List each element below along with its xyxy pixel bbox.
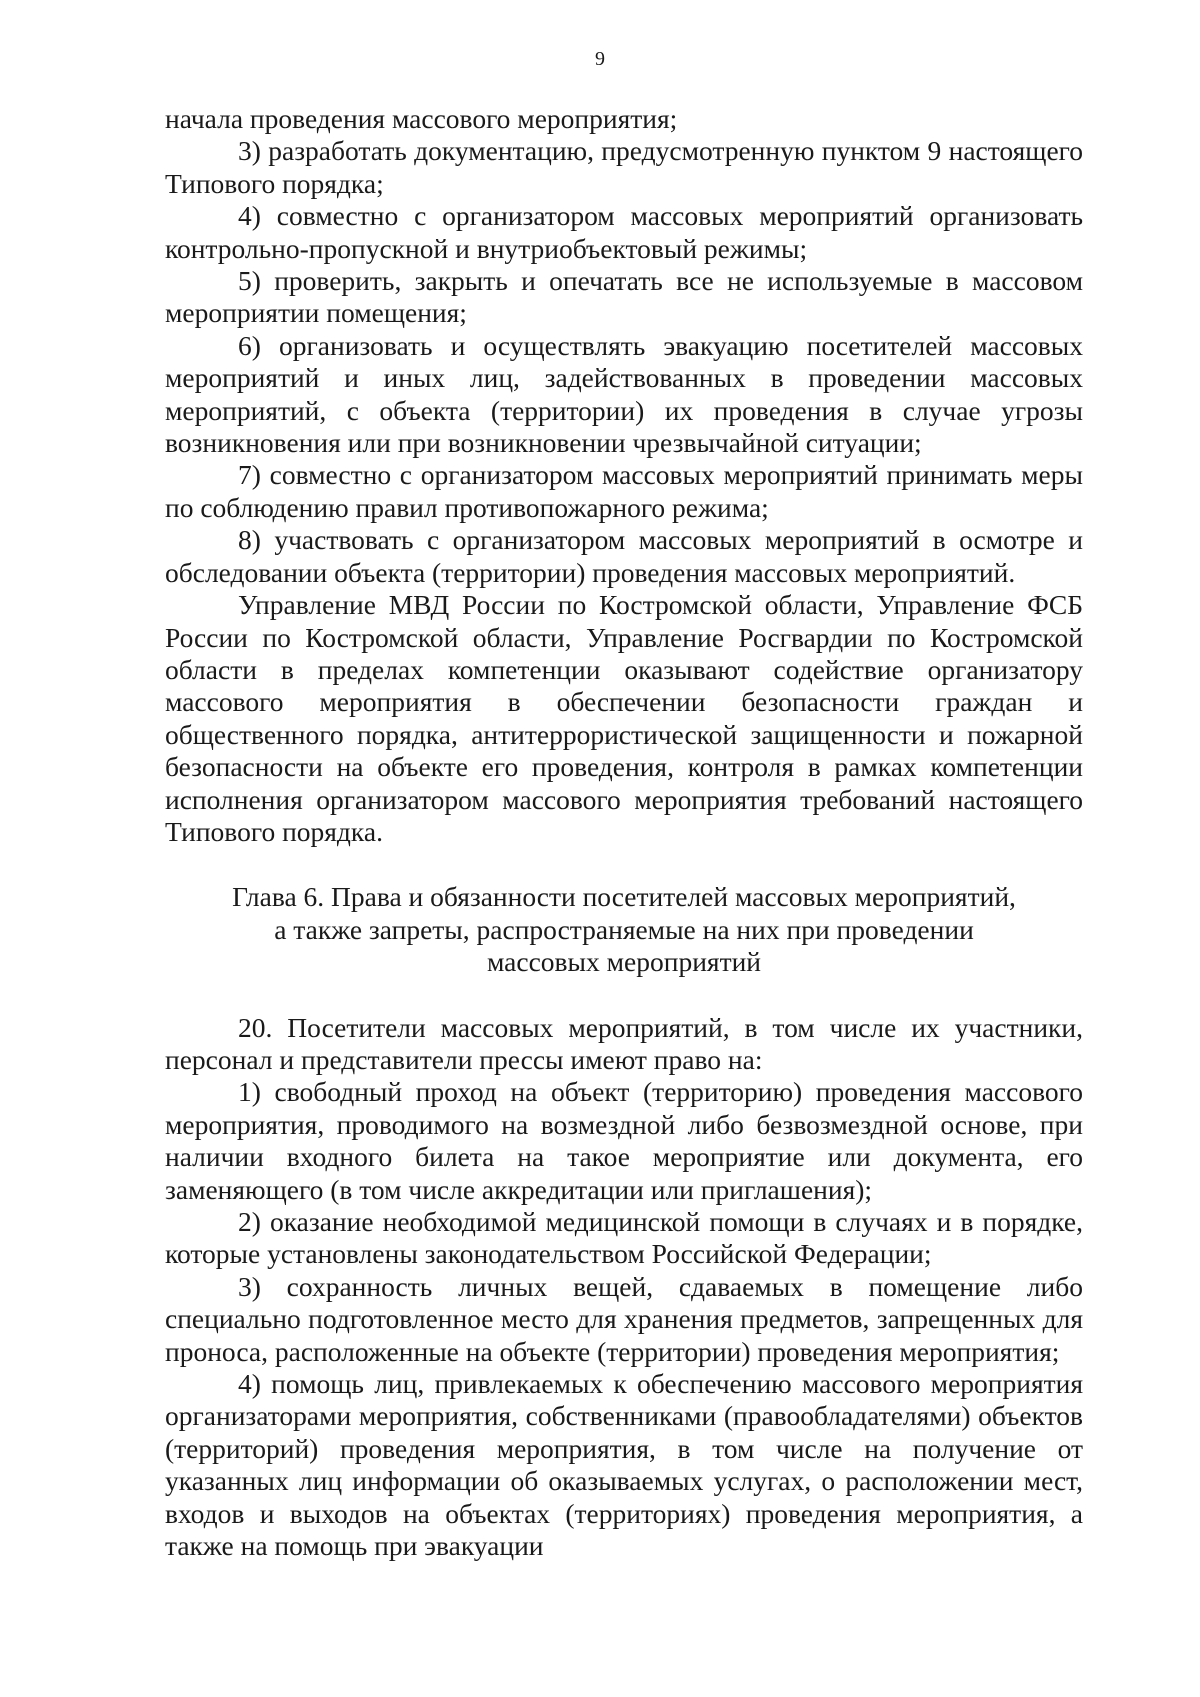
list-item-7: 7) совместно с организатором массовых мероприятий принимать меры по соблюдению правил противопожарного режима; — [165, 459, 1083, 523]
list-item-8: 8) участвовать с организатором массовых мероприятий в осмотре и обследовании объекта (территории) проведения массовых мероприятий. — [165, 524, 1083, 588]
list-item-6: 6) организовать и осуществлять эвакуацию посетителей массовых мероприятий и иных лиц, задействованных в проведении массовых мероприятий, с объекта (территории) их проведения в случае угрозы возникновения или при возникновении чрезвычайной ситуации; — [165, 329, 1083, 459]
list-item-3: 3) разработать документацию, предусмотренную пунктом 9 настоящего Типового порядка; — [165, 135, 1083, 199]
list-item-5: 5) проверить, закрыть и опечатать все не используемые в массовом мероприятии помещения; — [165, 265, 1083, 329]
chapter-title-line-1: Глава 6. Права и обязанности посетителей массовых мероприятий, — [232, 881, 1016, 913]
paragraph-20-intro: 20. Посетители массовых мероприятий, в том числе их участники, персонал и представители прессы имеют право на: — [165, 1011, 1083, 1075]
right-item-3: 3) сохранность личных вещей, сдаваемых в помещение либо специально подготовленное место для хранения предметов, запрещенных для проноса, расположенные на объекте (территории) проведения мероприятия; — [165, 1270, 1083, 1367]
chapter-title — [165, 881, 1083, 978]
right-item-2: 2) оказание необходимой медицинской помощи в случаях и в порядке, которые установлены законодательством Российской Федерации; — [165, 1206, 1083, 1270]
paragraph-continuation: начала проведения массового мероприятия; — [165, 103, 678, 134]
paragraph-authorities: Управление МВД России по Костромской области, Управление ФСБ России по Костромской области, Управление Росгвардии по Костромской области в пределах компетенции оказывают содействие организатору массового мероприятия в обеспечении безопасности граждан и общественного порядка, антитеррористической защищенности и пожарной безопасности на объекте его проведения, контроля в рамках компетенции исполнения организатором массового мероприятия требований настоящего Типового порядка. — [165, 589, 1083, 847]
list-item-4: 4) совместно с организатором массовых мероприятий организовать контрольно-пропускной и внутриобъектовый режимы; — [165, 200, 1083, 264]
right-item-4: 4) помощь лиц, привлекаемых к обеспечению массового мероприятия организаторами мероприятия, собственниками (правообладателями) объектов (территорий) проведения мероприятия, в том числе на получение от указанных лиц информации об оказываемых услугах, о расположении мест, входов и выходов на объектах (территориях) проведения мероприятия, а также на помощь при эвакуации — [165, 1368, 1083, 1562]
right-item-1: 1) свободный проход на объект (территорию) проведения массового мероприятия, проводимого на возмездной либо безвозмездной основе, при наличии входного билета на такое мероприятие или документа, его заменяющего (в том числе аккредитации или приглашения); — [165, 1076, 1083, 1205]
document-body — [165, 103, 1083, 1562]
chapter-title-line-2: а также запреты, распространяемые на них при проведении — [274, 913, 974, 945]
page-number: 9 — [595, 48, 605, 70]
chapter-title-line-3: массовых мероприятий — [486, 946, 762, 978]
